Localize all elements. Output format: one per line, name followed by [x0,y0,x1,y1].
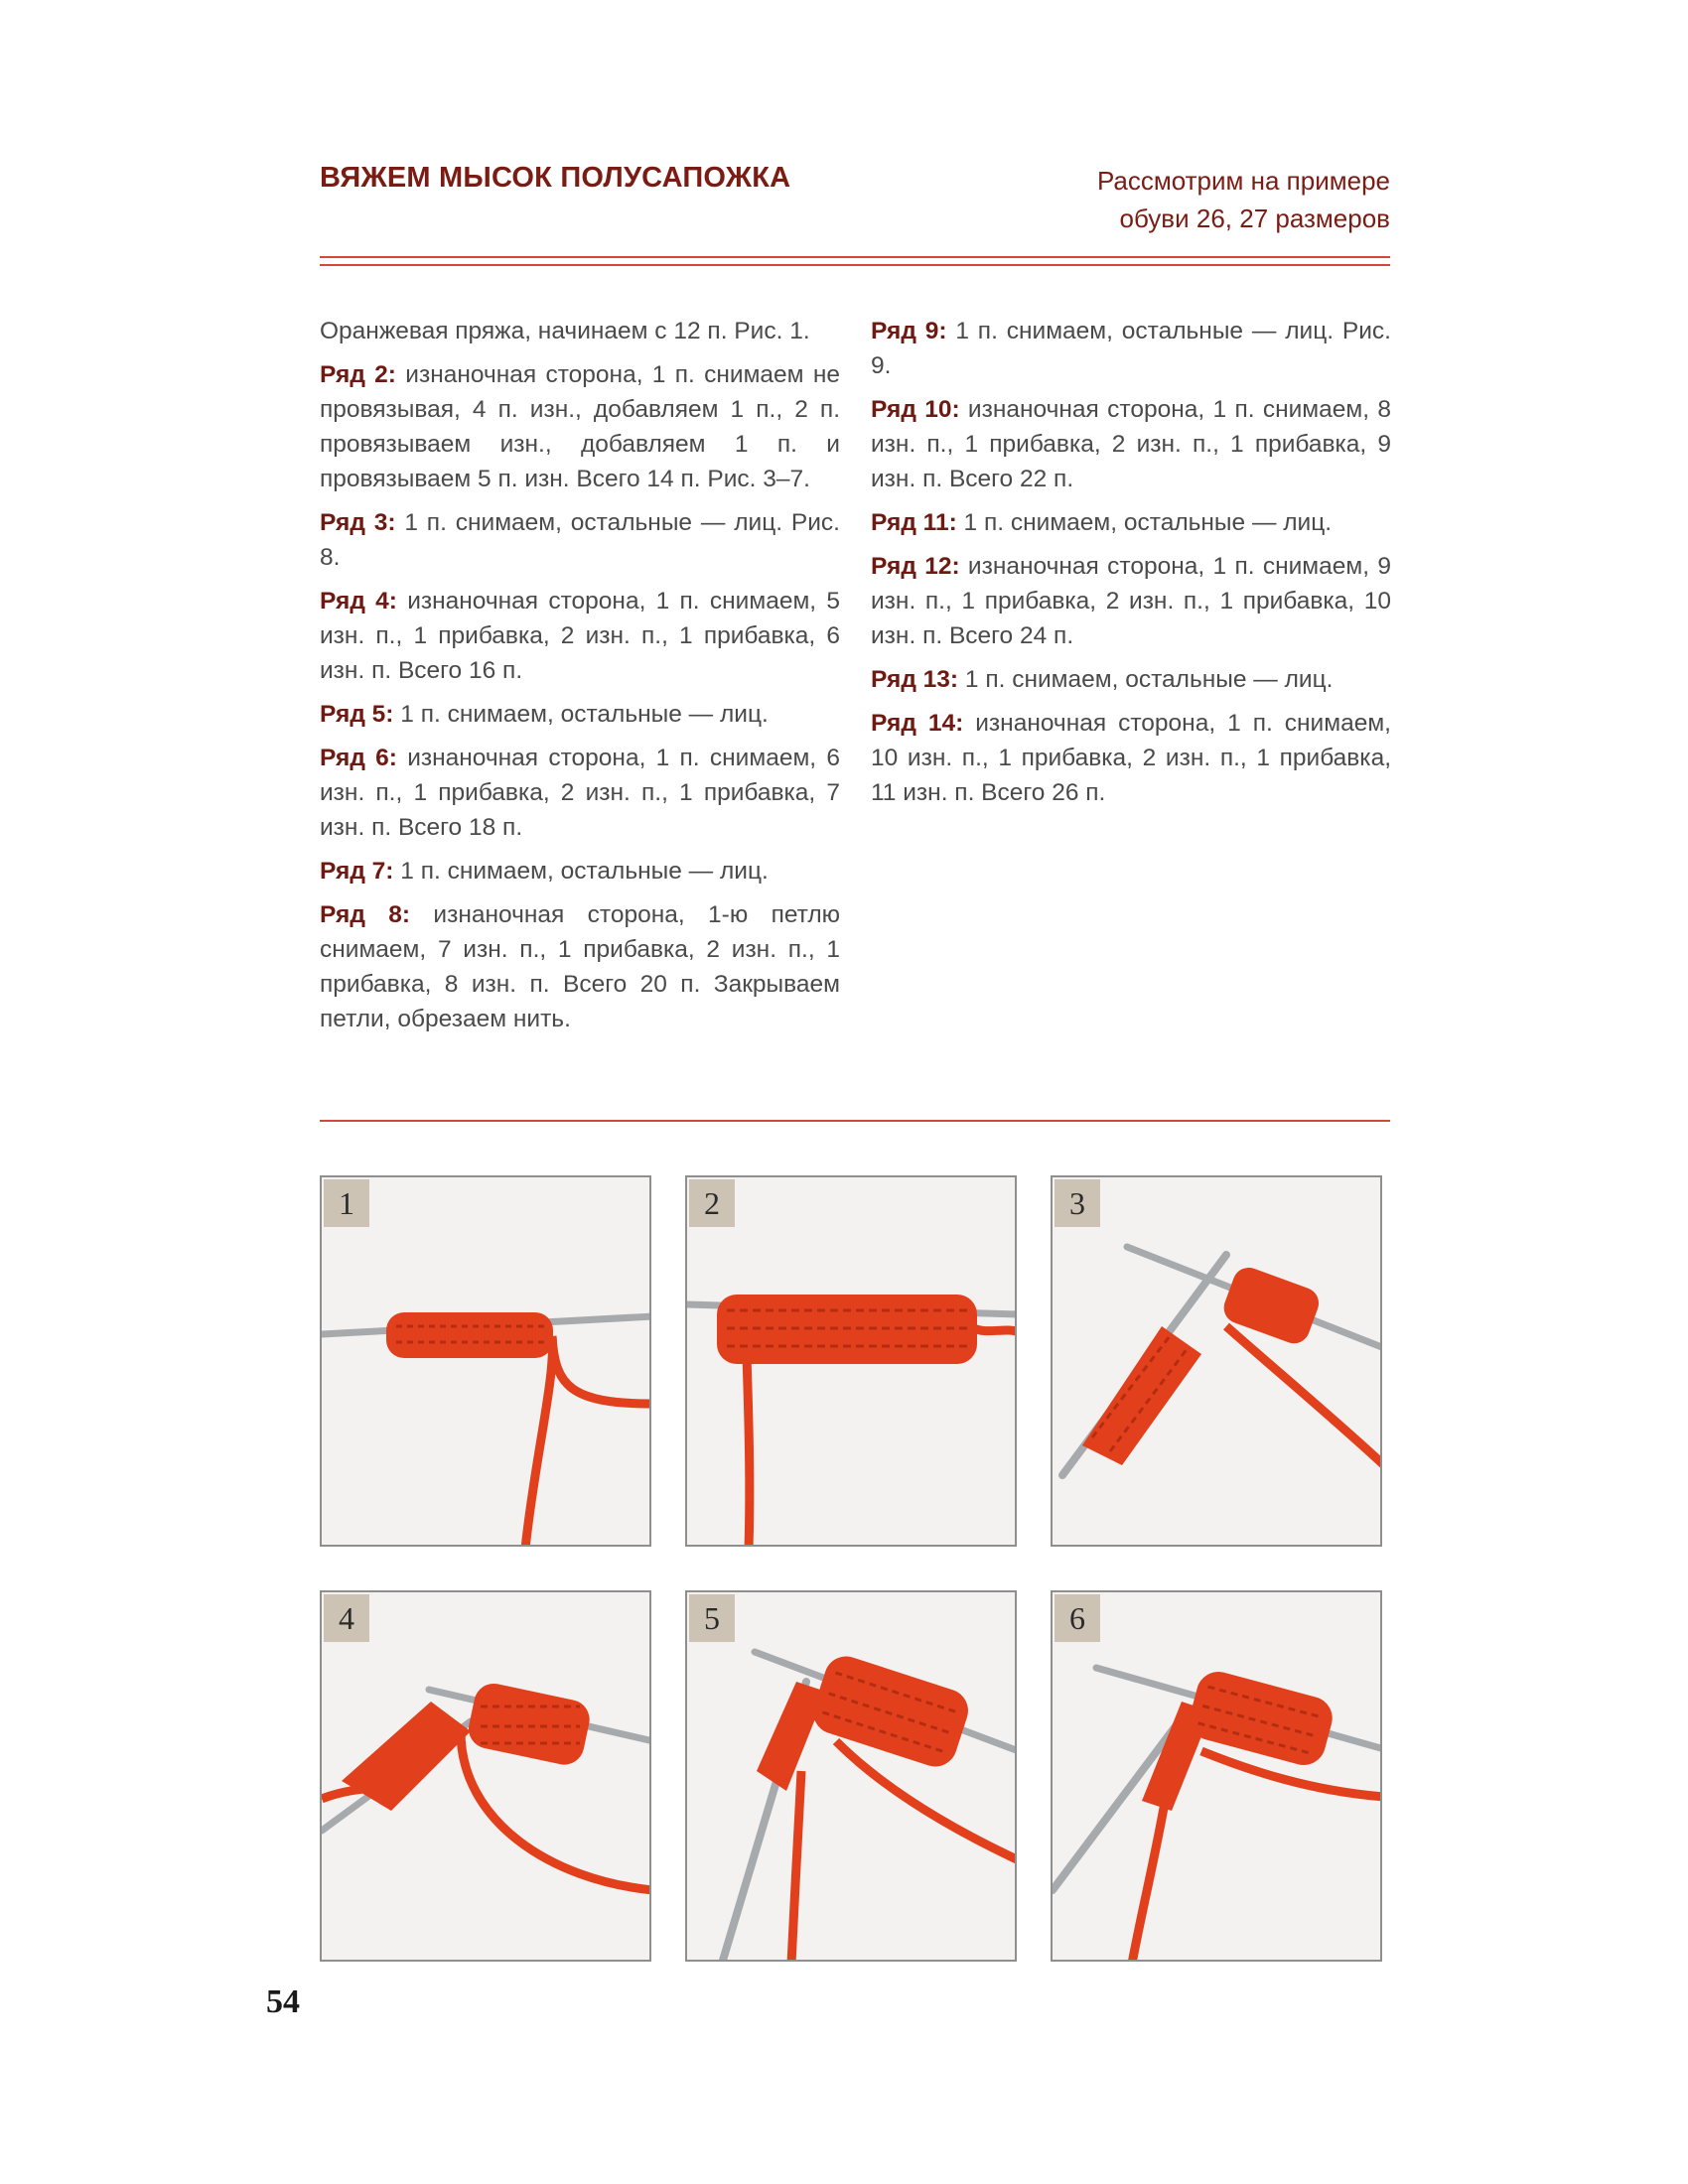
row-paragraph [871,662,1391,697]
row-text: 1 п. снимаем, остальные — лиц. Рис. 9. [871,318,1391,379]
figure-3 [1051,1175,1382,1547]
row-paragraph [320,697,840,732]
page-number: 54 [266,1983,300,2020]
row-label: Ряд 3: [320,509,396,536]
subtitle-line-1: Рассмотрим на примере [1096,166,1390,196]
figures-divider [320,1120,1390,1122]
figure-number: 2 [689,1179,735,1227]
figure-1 [320,1175,651,1547]
row-paragraph [320,854,840,888]
row-text: изнаночная сторона, 1 п. снимаем, 5 изн. п., 1 прибавка, 2 изн. п., 1 прибавка, 6 изн. п. Всего 16 п. [320,588,840,684]
knitting-photo-6 [1053,1592,1382,1962]
row-text: изнаночная сторона, 1 п. снимаем, 9 изн. п., 1 прибавка, 2 изн. п., 1 прибавка, 10 изн. п. Всего 24 п. [871,553,1391,649]
row-text: изнаночная сторона, 1 п. снимаем, 6 изн. п., 1 прибавка, 2 изн. п., 1 прибавка, 7 изн. п. Всего 18 п. [320,745,840,841]
instructions-right-column [871,314,1391,819]
figure-2 [685,1175,1017,1547]
knitting-photo-1 [322,1177,651,1547]
figure-5 [685,1590,1017,1962]
figure-number: 5 [689,1594,735,1642]
row-paragraph [320,584,840,688]
row-label: Ряд 14: [871,710,964,737]
subtitle-line-2: обуви 26, 27 размеров [1119,204,1390,233]
knitting-photo-5 [687,1592,1017,1962]
figure-number: 6 [1055,1594,1100,1642]
figure-number: 1 [324,1179,369,1227]
row-paragraph [871,549,1391,653]
knitting-photo-2 [687,1177,1017,1547]
row-text: изнаночная сторона, 1 п. снимаем, 10 изн. п., 1 прибавка, 2 изн. п., 1 прибавка, 11 изн. п. Всего 26 п. [871,710,1391,806]
row-paragraph [320,897,840,1036]
instructions-left-column [320,314,840,1045]
row-paragraph [320,357,840,496]
header-rule-top [320,256,1390,258]
row-text: изнаночная сторона, 1 п. снимаем не провязывая, 4 п. изн., добавляем 1 п., 2 п. провязываем изн., добавляем 1 п. и провязываем 5 п. изн. Всего 14 п. Рис. 3–7. [320,361,840,492]
row-text: 1 п. снимаем, остальные — лиц. [956,509,1333,536]
row-paragraph [320,741,840,845]
row-paragraph [871,505,1391,540]
row-label: Ряд 6: [320,745,397,771]
row-label: Ряд 5: [320,701,394,728]
row-paragraph [871,314,1391,383]
row-paragraph [871,392,1391,496]
row-text: 1 п. снимаем, остальные — лиц. [393,701,769,728]
figure-number: 3 [1055,1179,1100,1227]
knitting-photo-3 [1053,1177,1382,1547]
row-label: Ряд 8: [320,901,411,928]
row-text: изнаночная сторона, 1-ю петлю снимаем, 7 изн. п., 1 прибавка, 2 изн. п., 1 прибавка, 8 изн. п. Всего 20 п. Закрываем петли, обрезаем нить. [320,901,841,1032]
row-label: Ряд 10: [871,396,960,423]
page-subtitle [973,162,1390,237]
row-text: 1 п. снимаем, остальные — лиц. [393,858,769,885]
header-rule-bottom [320,264,1390,266]
row-text: 1 п. снимаем, остальные — лиц. Рис. 8. [320,509,840,571]
row-label: Ряд 4: [320,588,397,614]
row-label: Ряд 7: [320,858,394,885]
row-label: Ряд 2: [320,361,396,388]
row-label: Ряд 13: [871,666,959,693]
row-label: Ряд 11: [871,509,957,536]
row-label: Ряд 12: [871,553,960,580]
figure-number: 4 [324,1594,369,1642]
row-text: 1 п. снимаем, остальные — лиц. [958,666,1334,693]
row-text: изнаночная сторона, 1 п. снимаем, 8 изн. п., 1 прибавка, 2 изн. п., 1 прибавка, 9 изн. п. Всего 22 п. [871,396,1391,492]
knitting-photo-4 [322,1592,651,1962]
figure-4 [320,1590,651,1962]
intro-paragraph: Оранжевая пряжа, начинаем с 12 п. Рис. 1. [320,318,810,344]
row-label: Ряд 9: [871,318,947,344]
row-paragraph [320,505,840,575]
page-title: ВЯЖЕМ МЫСОК ПОЛУСАПОЖКА [320,162,791,194]
row-paragraph [871,706,1391,810]
figure-6 [1051,1590,1382,1962]
